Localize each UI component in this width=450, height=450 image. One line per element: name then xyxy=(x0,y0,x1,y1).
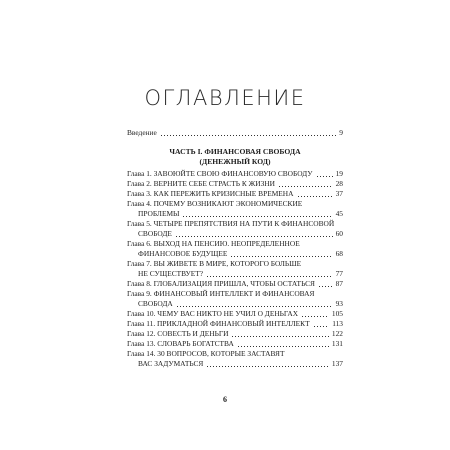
toc-entry-page: 93 xyxy=(335,299,343,308)
toc-entry-page: 9 xyxy=(339,128,343,137)
toc-entry-page: 137 xyxy=(331,359,343,368)
dot-leader xyxy=(316,176,333,177)
dot-leader xyxy=(278,186,333,187)
toc-entry xyxy=(127,239,343,259)
toc-entry-label: ПРОБЛЕМЫ xyxy=(138,209,180,218)
toc-entry-label: СВОБОДА xyxy=(138,299,173,308)
toc-entry-continuation xyxy=(127,269,343,279)
dot-leader xyxy=(206,276,333,277)
toc-entry-line xyxy=(127,309,343,319)
dot-leader xyxy=(318,286,333,287)
toc-entry-label: Глава 4. ПОЧЕМУ ВОЗНИКАЮТ ЭКОНОМИЧЕСКИЕ xyxy=(127,199,303,208)
dot-leader xyxy=(206,366,329,367)
part-heading-line1: ЧАСТЬ I. ФИНАНСОВАЯ СВОБОДА xyxy=(169,147,301,156)
toc-entry-label: ВАС ЗАДУМАТЬСЯ xyxy=(138,359,204,368)
toc-entry xyxy=(127,309,343,319)
toc-entry-label: Глава 11. ПРИКЛАДНОЙ ФИНАНСОВЫЙ ИНТЕЛЛЕКТ xyxy=(127,319,310,328)
toc-entry-page: 68 xyxy=(335,249,343,258)
toc-entry-line xyxy=(127,179,343,189)
toc-entry-continuation xyxy=(127,229,343,239)
toc-entry xyxy=(127,319,343,329)
toc-entry-page: 60 xyxy=(335,229,343,238)
toc-entry-label: Глава 9. ФИНАНСОВЫЙ ИНТЕЛЛЕКТ И ФИНАНСОВАЯ xyxy=(127,289,315,298)
toc-entry-label: Глава 2. ВЕРНИТЕ СЕБЕ СТРАСТЬ К ЖИЗНИ xyxy=(127,179,275,188)
toc-entry-page: 122 xyxy=(331,329,343,338)
dot-leader xyxy=(313,326,329,327)
toc-entry xyxy=(127,339,343,349)
toc-entry-line xyxy=(127,319,343,329)
toc-entry-line xyxy=(127,199,343,209)
toc-entry-line xyxy=(127,239,343,249)
dot-leader xyxy=(176,306,333,307)
toc-entry-line xyxy=(127,349,343,359)
toc-entry-label: Глава 13. СЛОВАРЬ БОГАТСТВА xyxy=(127,339,234,348)
toc-entry-page: 77 xyxy=(335,269,343,278)
toc-entry-intro xyxy=(127,128,343,138)
toc-entry-line xyxy=(127,289,343,299)
toc-entry xyxy=(127,329,343,339)
toc-entry-label: Глава 12. СОВЕСТЬ И ДЕНЬГИ xyxy=(127,329,229,338)
toc-entry xyxy=(127,179,343,189)
toc-entry xyxy=(127,349,343,369)
toc-entry-label: Глава 7. ВЫ ЖИВЕТЕ В МИРЕ, КОТОРОГО БОЛЬШЕ xyxy=(127,259,302,268)
toc-entry-label: НЕ СУЩЕСТВУЕТ? xyxy=(138,269,204,278)
toc-entry-page: 131 xyxy=(331,339,343,348)
toc-entry-page: 113 xyxy=(332,319,343,328)
toc-entry-continuation xyxy=(127,299,343,309)
table-of-contents xyxy=(127,128,343,369)
toc-entry-label: Введение xyxy=(127,128,157,137)
toc-entry-label: Глава 5. ЧЕТЫРЕ ПРЕПЯТСТВИЯ НА ПУТИ К ФИНАНСОВОЙ xyxy=(127,219,335,228)
toc-entry-line xyxy=(127,219,343,229)
part-heading xyxy=(127,147,343,166)
toc-entry-page: 45 xyxy=(335,209,343,218)
toc-entry xyxy=(127,169,343,179)
toc-entry-label: Глава 3. КАК ПЕРЕЖИТЬ КРИЗИСНЫЕ ВРЕМЕНА xyxy=(127,189,294,198)
dot-leader xyxy=(182,216,333,217)
toc-entry-label: Глава 14. 30 ВОПРОСОВ, КОТОРЫЕ ЗАСТАВЯТ xyxy=(127,349,285,358)
toc-entry-label: СВОБОДЕ xyxy=(138,229,172,238)
toc-entry-page: 87 xyxy=(335,279,343,288)
dot-leader xyxy=(297,196,333,197)
dot-leader xyxy=(237,346,329,347)
toc-entry-continuation xyxy=(127,359,343,369)
toc-entry-label: Глава 1. ЗАВОЮЙТЕ СВОЮ ФИНАНСОВУЮ СВОБОДУ xyxy=(127,169,313,178)
dot-leader xyxy=(301,316,329,317)
dot-leader xyxy=(175,236,333,237)
toc-entry-line xyxy=(127,169,343,179)
toc-entry xyxy=(127,279,343,289)
toc-entry-page: 28 xyxy=(335,179,343,188)
toc-entry-label: Глава 8. ГЛОБАЛИЗАЦИЯ ПРИШЛА, ЧТОБЫ ОСТАТЬСЯ xyxy=(127,279,315,288)
toc-entry-line xyxy=(127,259,343,269)
toc-entry xyxy=(127,219,343,239)
dot-leader xyxy=(231,336,329,337)
chapter-list xyxy=(127,169,343,369)
toc-entry-label: ФИНАНСОВОЕ БУДУЩЕЕ xyxy=(138,249,228,258)
toc-entry xyxy=(127,189,343,199)
toc-entry xyxy=(127,289,343,309)
toc-entry-label: Глава 10. ЧЕМУ ВАС НИКТО НЕ УЧИЛ О ДЕНЬГАХ xyxy=(127,309,299,318)
toc-entry-page: 105 xyxy=(331,309,343,318)
toc-entry-line xyxy=(127,339,343,349)
toc-entry-page: 37 xyxy=(335,189,343,198)
dot-leader xyxy=(160,135,336,136)
toc-entry-page: 19 xyxy=(335,169,343,178)
toc-entry-line xyxy=(127,329,343,339)
dot-leader xyxy=(230,256,333,257)
toc-entry-line xyxy=(127,189,343,199)
toc-entry-line xyxy=(127,279,343,289)
page-title: ОГЛАВЛЕНИЕ xyxy=(144,86,306,110)
toc-entry xyxy=(127,259,343,279)
toc-entry-continuation xyxy=(127,209,343,219)
toc-entry-label: Глава 6. ВЫХОД НА ПЕНСИЮ. НЕОПРЕДЕЛЕННОЕ xyxy=(127,239,300,248)
part-heading-line2: (ДЕНЕЖНЫЙ КОД) xyxy=(199,156,271,166)
toc-entry-continuation xyxy=(127,249,343,259)
page-number: 6 xyxy=(223,395,227,404)
toc-entry xyxy=(127,199,343,219)
